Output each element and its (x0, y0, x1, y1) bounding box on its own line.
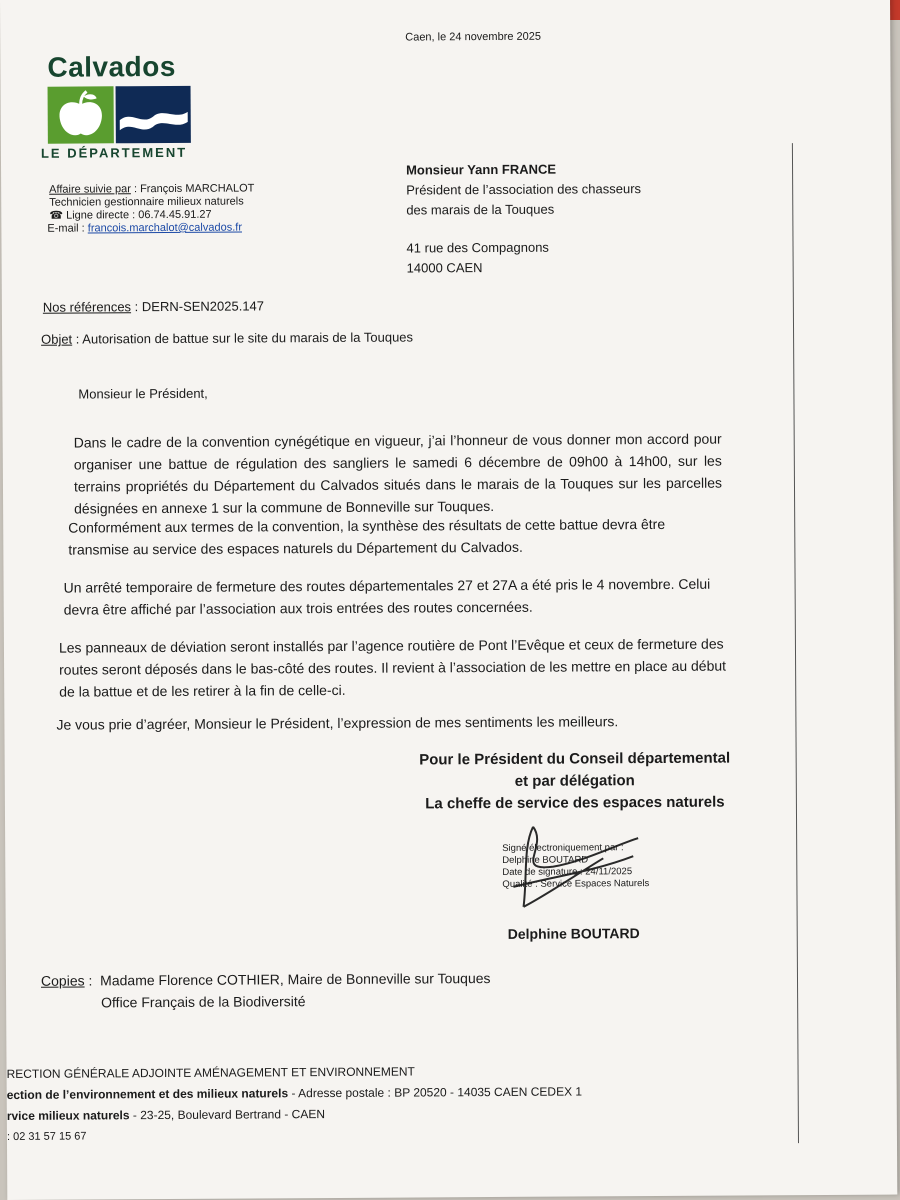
copies-block: Copies : Madame Florence COTHIER, Maire de Bonneville sur Touques Office Français de la Biodiversité (41, 967, 491, 1014)
recipient-block (406, 159, 642, 278)
body-paragraph-4: Les panneaux de déviation seront installés par l’agence routière de Pont l’Evêque et ceux de fermeture des routes seront déposés dans le bas-côté des routes. Il revient à l’association de les mettre en place au début de la battue et de les retirer à la fin de celle-ci. (58, 635, 727, 700)
body-paragraph-1: Dans le cadre de la convention cynégétique en vigueur, j’ai l’honneur de vous donner mon accord pour organiser une battue de régulation des sangliers le samedi 6 décembre de 09h00 à 14h00, sur les terrains propriétés du Département du Calvados situés dans le marais de la Touques sur les parcelles désignées en annexe 1 sur la commune de Bonneville sur Touques. (73, 430, 723, 517)
signature-line-1: Pour le Président du Conseil départemental (419, 749, 731, 769)
footer-direction: RECTION GÉNÉRALE ADJOINTE AMÉNAGEMENT ET ENVIRONNEMENT (6, 1064, 415, 1081)
body-paragraph-2: Conformément aux termes de la convention, la synthèse des résultats de cette battue devra être transmise au service des espaces naturels du Département du Calvados. (68, 515, 666, 558)
letter-date: Caen, le 24 novembre 2025 (405, 30, 542, 44)
salutation: Monsieur le Président, (78, 385, 208, 402)
electronic-signature-stamp: Signé électroniquement par : Delphine BOUTARD Date de signature : 24/11/2025 Qualité : Service Espaces Naturels (502, 842, 650, 890)
recipient-role-line1: Président de l’association des chasseurs (406, 181, 642, 198)
signature-line-2: et par délégation (514, 772, 635, 790)
waves-icon (116, 86, 191, 143)
sender-line: Affaire suivie par : François MARCHALOT (49, 182, 255, 196)
body-paragraph-3: Un arrêté temporaire de fermeture des routes départementales 27 et 27A a été pris le 4 novembre. Celui devra être affiché par l’association aux trois entrées des routes concernées. (63, 575, 711, 618)
signature-title-block (405, 747, 745, 815)
sender-phone-line: ☎ Ligne directe : 06.74.45.91.27 (49, 208, 212, 222)
email-link[interactable]: francois.marchalot@calvados.fr (87, 221, 243, 235)
copy-recipient-1: Madame Florence COTHIER, Maire de Bonneville sur Touques (100, 970, 491, 989)
signature-line-3: La cheffe de service des espaces naturels (425, 793, 725, 813)
copies-label: Copies (40, 972, 85, 989)
sender-email-line: E-mail : francois.marchalot@calvados.fr (47, 221, 243, 235)
references-line: Nos références : DERN-SEN2025.147 (42, 298, 265, 315)
subject-line: Objet : Autorisation de battue sur le site du marais de la Touques (41, 329, 414, 347)
recipient-street: 41 rue des Compagnons (406, 239, 549, 256)
phone-icon: ☎ (49, 209, 64, 222)
sender-block (49, 182, 255, 235)
recipient-role-line2: des marais de la Touques (406, 201, 555, 218)
underlying-page-edge (792, 143, 805, 1143)
signatory-name: Delphine BOUTARD (507, 925, 640, 942)
footer-block: RECTION GÉNÉRALE ADJOINTE AMÉNAGEMENT ET ENVIRONNEMENT ection de l’environnement et des milieux naturels - Adresse postale : BP 20520 - 14035 CAEN CEDEX 1 rvice milieux naturels - 23-25, Boulevard Bertrand - CAEN : 02 31 57 15 67 (6, 1060, 582, 1148)
logo-subtitle: LE DÉPARTEMENT (40, 144, 188, 161)
copy-recipient-2: Office Français de la Biodiversité (101, 993, 306, 1011)
recipient-city: 14000 CAEN (406, 260, 483, 276)
recipient-name: Monsieur Yann FRANCE (406, 161, 557, 178)
sender-title: Technicien gestionnaire milieux naturels (49, 195, 244, 209)
apple-icon (48, 86, 114, 143)
closing-formula: Je vous prie d’agréer, Monsieur le Président, l’expression de mes sentiments les meilleurs. (56, 713, 619, 733)
logo-wordmark: Calvados (47, 50, 177, 83)
